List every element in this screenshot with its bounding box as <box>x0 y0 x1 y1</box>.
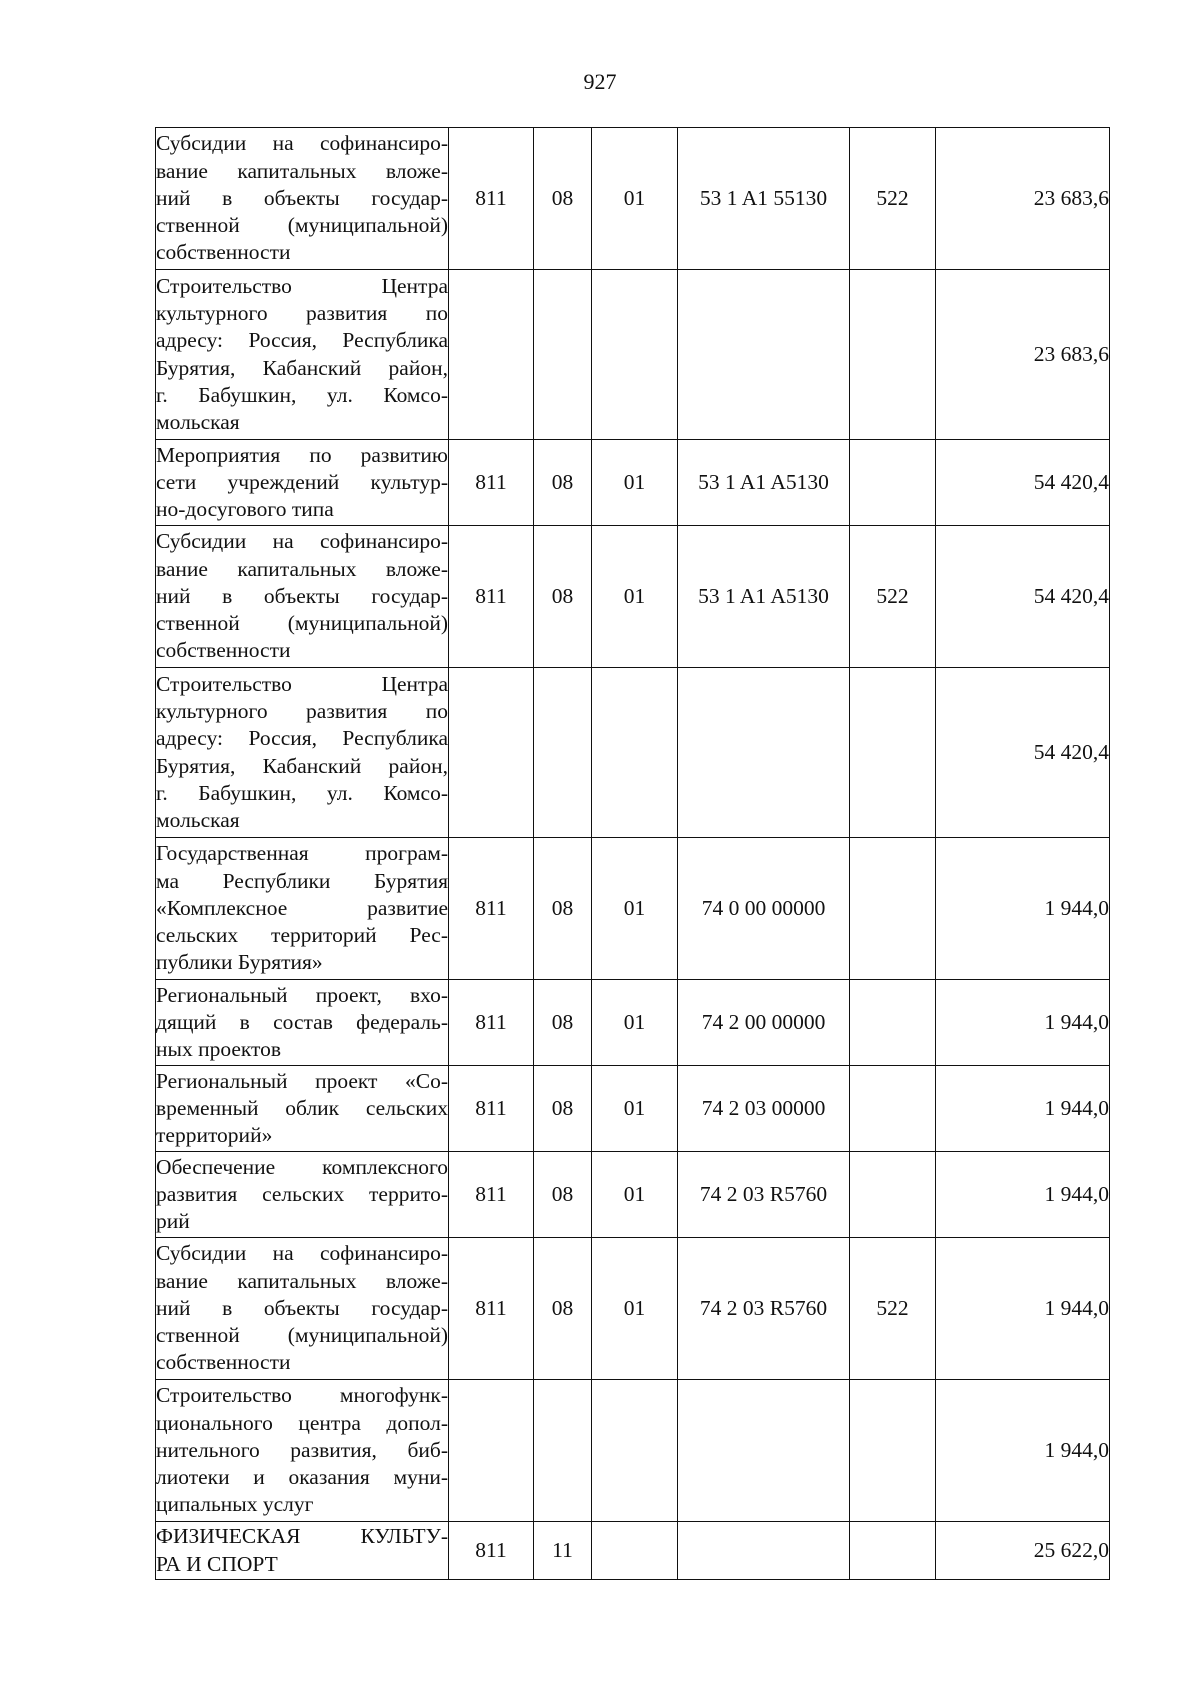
item-name-line: ционального центра допол- <box>156 1410 448 1435</box>
amount-cell: 1 944,0 <box>936 980 1110 1066</box>
item-name-cell <box>156 526 449 668</box>
item-name-line: адресу: Россия, Республика <box>156 726 448 751</box>
item-name-line: сети учреждений культур- <box>156 469 448 494</box>
target-article-cell: 53 1 A1 A5130 <box>678 526 850 668</box>
item-name-line: Региональный проект «Со- <box>156 1068 448 1093</box>
target-article-cell: 74 2 00 00000 <box>678 980 850 1066</box>
table-row <box>156 1238 1110 1380</box>
item-name-line: Строительство многофунк- <box>156 1383 448 1408</box>
table-row <box>156 838 1110 980</box>
item-name-line: ципальных услуг <box>156 1492 314 1517</box>
item-name-cell <box>156 1152 449 1238</box>
item-name-line: «Комплексное развитие <box>156 895 448 920</box>
ministry-code-cell <box>449 668 534 838</box>
item-name-cell <box>156 1066 449 1152</box>
subsection-code-cell: 01 <box>592 1238 678 1380</box>
expense-type-cell <box>850 270 936 440</box>
item-name-cell <box>156 980 449 1066</box>
section-code-cell <box>534 270 592 440</box>
ministry-code-cell: 811 <box>449 1522 534 1580</box>
section-code-cell: 08 <box>534 980 592 1066</box>
item-name-line: мольская <box>156 409 240 434</box>
subsection-code-cell <box>592 1380 678 1522</box>
budget-table <box>155 127 1110 1580</box>
table-row <box>156 1066 1110 1152</box>
section-code-cell: 11 <box>534 1522 592 1580</box>
subsection-code-cell: 01 <box>592 440 678 526</box>
item-name-line: собственности <box>156 638 291 663</box>
item-name-line: культурного развития по <box>156 301 448 326</box>
item-name-line: ственной (муниципальной) <box>156 213 448 238</box>
item-name-line: Обеспечение комплексного <box>156 1154 448 1179</box>
target-article-cell: 53 1 A1 A5130 <box>678 440 850 526</box>
item-name-line: собственности <box>156 240 291 265</box>
subsection-code-cell <box>592 1522 678 1580</box>
section-code-cell: 08 <box>534 1238 592 1380</box>
amount-cell: 1 944,0 <box>936 1066 1110 1152</box>
section-code-cell <box>534 668 592 838</box>
target-article-cell: 74 2 03 R5760 <box>678 1152 850 1238</box>
ministry-code-cell: 811 <box>449 128 534 270</box>
item-name-cell <box>156 128 449 270</box>
table-row <box>156 980 1110 1066</box>
item-name-line: ма Республики Бурятия <box>156 868 448 893</box>
item-name-line: вание капитальных вложе- <box>156 1268 448 1293</box>
ministry-code-cell: 811 <box>449 526 534 668</box>
item-name-line: мольская <box>156 807 240 832</box>
ministry-code-cell <box>449 1380 534 1522</box>
item-name-line: Бурятия, Кабанский район, <box>156 753 448 778</box>
subsection-code-cell <box>592 668 678 838</box>
ministry-code-cell: 811 <box>449 440 534 526</box>
table-body <box>156 128 1110 1580</box>
item-name-line: Бурятия, Кабанский район, <box>156 355 448 380</box>
section-code-cell: 08 <box>534 128 592 270</box>
item-name-line: развития сельских террито- <box>156 1181 448 1206</box>
item-name-line: Субсидии на софинансиро- <box>156 1241 448 1266</box>
item-name-line: ний в объекты государ- <box>156 583 448 608</box>
subsection-code-cell: 01 <box>592 1066 678 1152</box>
item-name-line: сельских территорий Рес- <box>156 923 448 948</box>
table-row <box>156 270 1110 440</box>
ministry-code-cell: 811 <box>449 980 534 1066</box>
expense-type-cell <box>850 1522 936 1580</box>
item-name-line: Строительство Центра <box>156 671 448 696</box>
item-name-line: культурного развития по <box>156 699 448 724</box>
amount-cell: 54 420,4 <box>936 526 1110 668</box>
table-row <box>156 1522 1110 1580</box>
target-article-cell <box>678 270 850 440</box>
table-row <box>156 1152 1110 1238</box>
section-code-cell: 08 <box>534 526 592 668</box>
item-name-cell <box>156 270 449 440</box>
expense-type-cell <box>850 668 936 838</box>
item-name-line: РА И СПОРТ <box>156 1551 278 1576</box>
section-code-cell: 08 <box>534 440 592 526</box>
item-name-line: ний в объекты государ- <box>156 1295 448 1320</box>
target-article-cell: 74 2 03 00000 <box>678 1066 850 1152</box>
item-name-line: ных проектов <box>156 1037 282 1062</box>
subsection-code-cell: 01 <box>592 128 678 270</box>
section-code-cell <box>534 1380 592 1522</box>
amount-cell: 1 944,0 <box>936 1380 1110 1522</box>
target-article-cell: 74 0 00 00000 <box>678 838 850 980</box>
amount-cell: 1 944,0 <box>936 1238 1110 1380</box>
subsection-code-cell: 01 <box>592 526 678 668</box>
item-name-line: вание капитальных вложе- <box>156 556 448 581</box>
amount-cell: 54 420,4 <box>936 440 1110 526</box>
table-row <box>156 440 1110 526</box>
item-name-line: территорий» <box>156 1123 273 1148</box>
item-name-line: собственности <box>156 1350 291 1375</box>
item-name-line: Строительство Центра <box>156 273 448 298</box>
item-name-line: лиотеки и оказания муни- <box>156 1465 448 1490</box>
section-code-cell: 08 <box>534 1066 592 1152</box>
target-article-cell: 53 1 A1 55130 <box>678 128 850 270</box>
expense-type-cell <box>850 1152 936 1238</box>
subsection-code-cell: 01 <box>592 980 678 1066</box>
ministry-code-cell: 811 <box>449 1066 534 1152</box>
item-name-line: Региональный проект, вхо- <box>156 982 448 1007</box>
item-name-cell <box>156 1522 449 1580</box>
amount-cell: 23 683,6 <box>936 270 1110 440</box>
amount-cell: 25 622,0 <box>936 1522 1110 1580</box>
item-name-cell <box>156 838 449 980</box>
table-row <box>156 128 1110 270</box>
item-name-line: нительного развития, биб- <box>156 1437 448 1462</box>
item-name-cell <box>156 440 449 526</box>
target-article-cell <box>678 1522 850 1580</box>
item-name-line: ственной (муниципальной) <box>156 611 448 636</box>
expense-type-cell <box>850 1066 936 1152</box>
expense-type-cell <box>850 440 936 526</box>
expense-type-cell <box>850 838 936 980</box>
item-name-line: дящий в состав федераль- <box>156 1009 448 1034</box>
item-name-line: но-досугового типа <box>156 497 334 522</box>
ministry-code-cell: 811 <box>449 838 534 980</box>
subsection-code-cell <box>592 270 678 440</box>
subsection-code-cell: 01 <box>592 1152 678 1238</box>
amount-cell: 54 420,4 <box>936 668 1110 838</box>
expense-type-cell <box>850 980 936 1066</box>
item-name-line: ний в объекты государ- <box>156 185 448 210</box>
expense-type-cell: 522 <box>850 128 936 270</box>
target-article-cell <box>678 1380 850 1522</box>
item-name-line: рий <box>156 1209 190 1234</box>
expense-type-cell: 522 <box>850 1238 936 1380</box>
item-name-line: Мероприятия по развитию <box>156 442 448 467</box>
target-article-cell: 74 2 03 R5760 <box>678 1238 850 1380</box>
item-name-line: вание капитальных вложе- <box>156 158 448 183</box>
subsection-code-cell: 01 <box>592 838 678 980</box>
item-name-line: временный облик сельских <box>156 1095 448 1120</box>
page-number: 927 <box>583 69 617 94</box>
amount-cell: 1 944,0 <box>936 1152 1110 1238</box>
item-name-line: г. Бабушкин, ул. Комсо- <box>156 382 448 407</box>
ministry-code-cell <box>449 270 534 440</box>
section-code-cell: 08 <box>534 1152 592 1238</box>
item-name-cell <box>156 1380 449 1522</box>
item-name-line: адресу: Россия, Республика <box>156 328 448 353</box>
item-name-line: г. Бабушкин, ул. Комсо- <box>156 780 448 805</box>
ministry-code-cell: 811 <box>449 1152 534 1238</box>
item-name-line: ФИЗИЧЕСКАЯ КУЛЬТУ- <box>156 1524 448 1549</box>
amount-cell: 1 944,0 <box>936 838 1110 980</box>
item-name-line: Субсидии на софинансиро- <box>156 529 448 554</box>
expense-type-cell: 522 <box>850 526 936 668</box>
amount-cell: 23 683,6 <box>936 128 1110 270</box>
item-name-cell <box>156 1238 449 1380</box>
table-row <box>156 1380 1110 1522</box>
item-name-line: Субсидии на софинансиро- <box>156 131 448 156</box>
item-name-line: Государственная програм- <box>156 841 448 866</box>
target-article-cell <box>678 668 850 838</box>
item-name-line: ственной (муниципальной) <box>156 1323 448 1348</box>
expense-type-cell <box>850 1380 936 1522</box>
table-row <box>156 526 1110 668</box>
ministry-code-cell: 811 <box>449 1238 534 1380</box>
table-row <box>156 668 1110 838</box>
item-name-line: публики Бурятия» <box>156 950 323 975</box>
section-code-cell: 08 <box>534 838 592 980</box>
item-name-cell <box>156 668 449 838</box>
